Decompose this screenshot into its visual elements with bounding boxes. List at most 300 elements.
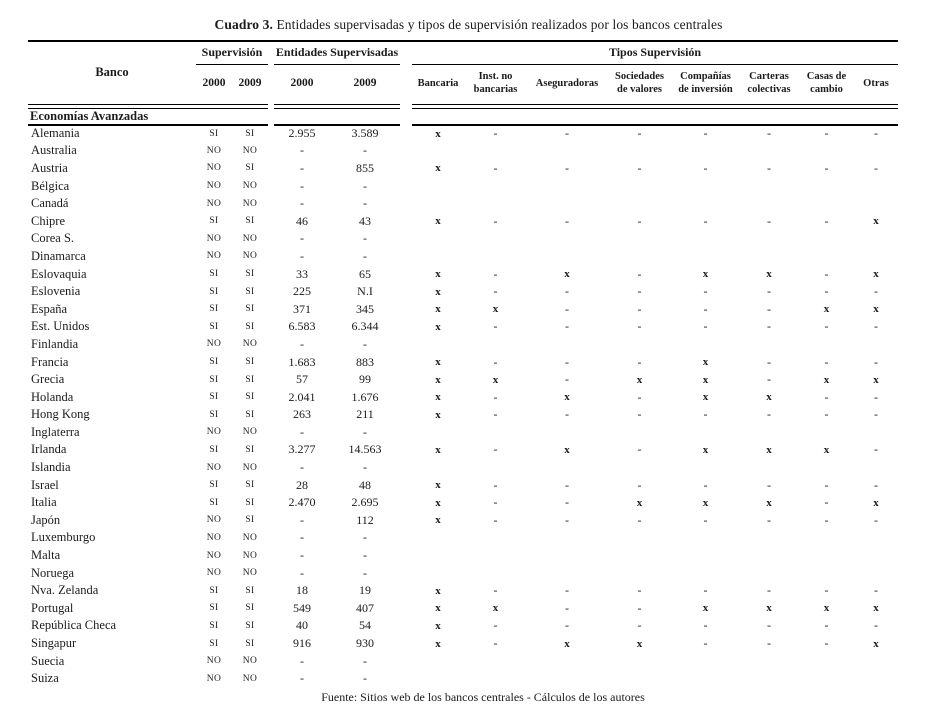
cell-tipo-inst-no-bancarias	[464, 652, 527, 670]
cell-supervision-2000: NO	[206, 181, 222, 192]
cell-tipo-aseguradoras: -	[565, 126, 569, 141]
cell-tipo-companias-de-inversion: -	[703, 213, 708, 228]
cell-tipo-companias-de-inversion	[672, 177, 739, 195]
cell-entities-2009: 1.676	[351, 389, 379, 404]
cell-supervision-2000: NO	[206, 163, 222, 174]
cell-tipo-aseguradoras	[527, 564, 607, 582]
cell-tipo-companias-de-inversion: x	[702, 496, 709, 509]
cell-tipo-inst-no-bancarias: -	[493, 354, 498, 369]
cell-tipo-otras: x	[873, 373, 879, 386]
cell-tipo-carteras-colectivas: x	[766, 268, 772, 281]
cell-entities-2000: -	[300, 460, 304, 475]
cell-tipo-inst-no-bancarias: -	[493, 495, 498, 510]
cell-tipo-aseguradoras: -	[565, 477, 569, 492]
cell-tipo-bancaria: x	[435, 215, 441, 228]
cell-tipo-carteras-colectivas: -	[767, 372, 771, 387]
cell-supervision-2000: NO	[206, 251, 222, 262]
table-row	[28, 125, 898, 143]
cell-tipo-aseguradoras: -	[565, 407, 569, 422]
cell-entities-2009: N.I	[357, 284, 373, 299]
cell-entities-2009: 54	[359, 618, 371, 633]
cell-supervision-2009: SI	[245, 374, 255, 385]
cell-tipo-bancaria: x	[435, 303, 441, 316]
cell-tipo-otras	[854, 424, 898, 442]
cell-supervision-2009: SI	[245, 269, 255, 280]
cell-supervision-2000: SI	[209, 603, 219, 614]
cell-supervision-2009: SI	[245, 128, 255, 139]
cell-entities-2000: -	[300, 196, 304, 211]
cell-bank-name: Malta	[31, 548, 61, 563]
cell-tipo-casas-de-cambio: x	[823, 602, 830, 615]
table-row	[28, 248, 898, 266]
cell-tipo-casas-de-cambio: x	[823, 443, 830, 456]
cell-tipo-aseguradoras: -	[565, 160, 569, 175]
table-row	[28, 476, 898, 494]
cell-supervision-2009: NO	[242, 198, 258, 209]
cell-supervision-2000: SI	[209, 304, 219, 315]
table-row	[28, 353, 898, 371]
cell-bank-name: Austria	[31, 160, 68, 175]
cell-tipo-aseguradoras: -	[565, 583, 569, 598]
column-header-inst-no-bancarias: Inst. no bancarias	[473, 71, 518, 95]
cell-supervision-2009: SI	[245, 392, 255, 403]
cell-entities-2009: 3.589	[351, 126, 379, 141]
cell-tipo-carteras-colectivas: -	[767, 477, 771, 492]
cell-tipo-inst-no-bancarias: -	[493, 160, 498, 175]
cell-entities-2000: 549	[293, 600, 311, 615]
cell-tipo-bancaria	[412, 424, 464, 442]
cell-supervision-2009: SI	[245, 409, 255, 420]
cell-tipo-casas-de-cambio: -	[824, 583, 829, 598]
section-header-economias-avanzadas: Economías Avanzadas	[28, 108, 268, 125]
cell-tipo-aseguradoras	[527, 670, 607, 688]
cell-tipo-inst-no-bancarias: -	[493, 319, 498, 334]
column-gap	[400, 406, 412, 424]
cell-entities-2000: -	[300, 548, 304, 563]
table-title-text: Entidades supervisadas y tipos de supervisión realizados por los bancos centrales	[272, 17, 723, 32]
cell-bank-name: Finlandia	[31, 336, 79, 351]
cell-tipo-casas-de-cambio: -	[824, 477, 829, 492]
cell-tipo-bancaria: x	[435, 162, 441, 175]
cell-tipo-casas-de-cambio: -	[824, 126, 829, 141]
cell-supervision-2009: SI	[245, 638, 255, 649]
cell-tipo-sociedades-de-valores: -	[637, 600, 642, 615]
cell-bank-name: Luxemburgo	[31, 530, 96, 545]
cell-tipo-aseguradoras	[527, 248, 607, 266]
cell-bank-name: Irlanda	[31, 442, 67, 457]
cell-supervision-2000: SI	[209, 216, 219, 227]
cell-tipo-casas-de-cambio: -	[824, 354, 829, 369]
column-gap	[400, 41, 412, 64]
column-gap	[400, 160, 412, 178]
column-gap	[400, 265, 412, 283]
table-row	[28, 230, 898, 248]
column-gap	[400, 459, 412, 477]
cell-bank-name: España	[31, 301, 68, 316]
column-header-sociedades-de-valores: Sociedades de valores	[614, 71, 664, 95]
table-row	[28, 512, 898, 530]
cell-tipo-casas-de-cambio: -	[824, 284, 829, 299]
column-gap	[400, 388, 412, 406]
cell-tipo-sociedades-de-valores	[607, 670, 672, 688]
cell-tipo-sociedades-de-valores	[607, 529, 672, 547]
cell-entities-2009: -	[363, 530, 367, 545]
cell-tipo-otras	[854, 248, 898, 266]
cell-tipo-aseguradoras: -	[565, 512, 569, 527]
cell-tipo-bancaria: x	[435, 320, 441, 333]
cell-entities-2000: 225	[293, 284, 311, 299]
cell-tipo-bancaria: x	[435, 443, 441, 456]
cell-tipo-sociedades-de-valores: -	[637, 284, 642, 299]
table-row	[28, 635, 898, 653]
cell-supervision-2009: SI	[245, 163, 255, 174]
cell-tipo-otras: -	[874, 583, 879, 598]
cell-bank-name: Australia	[31, 143, 77, 158]
cell-entities-2009: -	[363, 143, 367, 158]
cell-tipo-carteras-colectivas: -	[767, 583, 771, 598]
cell-tipo-bancaria	[412, 459, 464, 477]
table-row	[28, 177, 898, 195]
cell-supervision-2009: SI	[245, 216, 255, 227]
cell-tipo-sociedades-de-valores	[607, 177, 672, 195]
cell-bank-name: República Checa	[31, 618, 117, 633]
cell-entities-2009: -	[363, 248, 367, 263]
table-row	[28, 265, 898, 283]
cell-entities-2000: 2.470	[288, 495, 316, 510]
cell-tipo-sociedades-de-valores: -	[637, 354, 642, 369]
supervision-table	[28, 40, 898, 688]
cell-bank-name: Eslovenia	[31, 284, 81, 299]
cell-tipo-aseguradoras: x	[564, 443, 570, 456]
column-gap	[400, 564, 412, 582]
cell-tipo-sociedades-de-valores	[607, 142, 672, 160]
cell-tipo-aseguradoras	[527, 652, 607, 670]
cell-supervision-2009: NO	[242, 550, 258, 561]
cell-tipo-companias-de-inversion: -	[703, 319, 708, 334]
section-row	[28, 108, 898, 125]
cell-supervision-2009: SI	[245, 497, 255, 508]
column-header-entities-2009: 2009	[353, 77, 377, 90]
cell-tipo-inst-no-bancarias: -	[493, 284, 498, 299]
cell-supervision-2000: NO	[206, 673, 222, 684]
cell-entities-2009: 19	[359, 583, 371, 598]
cell-bank-name: Alemania	[31, 126, 80, 141]
cell-supervision-2000: NO	[206, 233, 222, 244]
column-gap	[400, 353, 412, 371]
cell-entities-2009: 14.563	[348, 442, 382, 457]
cell-tipo-sociedades-de-valores: -	[637, 160, 642, 175]
cell-tipo-otras: -	[874, 442, 879, 457]
column-gap	[400, 670, 412, 688]
table-row	[28, 600, 898, 618]
cell-tipo-carteras-colectivas: -	[767, 126, 771, 141]
cell-tipo-otras: -	[874, 407, 879, 422]
cell-entities-2000: -	[300, 512, 304, 527]
cell-supervision-2009: SI	[245, 480, 255, 491]
cell-tipo-otras	[854, 547, 898, 565]
table-title	[0, 17, 937, 33]
table-row	[28, 424, 898, 442]
cell-tipo-companias-de-inversion	[672, 459, 739, 477]
cell-tipo-carteras-colectivas: -	[767, 354, 771, 369]
cell-tipo-companias-de-inversion	[672, 248, 739, 266]
cell-supervision-2009: SI	[245, 585, 255, 596]
cell-bank-name: Eslovaquia	[31, 266, 87, 281]
cell-tipo-inst-no-bancarias	[464, 424, 527, 442]
cell-entities-2000: -	[300, 336, 304, 351]
table-row	[28, 582, 898, 600]
cell-tipo-sociedades-de-valores: -	[637, 319, 642, 334]
cell-tipo-sociedades-de-valores: -	[637, 266, 642, 281]
cell-tipo-carteras-colectivas	[739, 670, 799, 688]
cell-supervision-2009: NO	[242, 462, 258, 473]
cell-entities-2009: -	[363, 565, 367, 580]
cell-tipo-bancaria: x	[435, 391, 441, 404]
cell-tipo-bancaria	[412, 336, 464, 354]
cell-tipo-sociedades-de-valores: -	[637, 389, 642, 404]
column-gap	[400, 336, 412, 354]
cell-tipo-otras: -	[874, 389, 879, 404]
cell-supervision-2000: SI	[209, 497, 219, 508]
column-gap	[400, 318, 412, 336]
cell-entities-2000: 33	[296, 266, 308, 281]
cell-tipo-aseguradoras: -	[565, 213, 569, 228]
cell-tipo-inst-no-bancarias: -	[493, 477, 498, 492]
table-row	[28, 441, 898, 459]
cell-tipo-bancaria: x	[435, 127, 441, 140]
cell-supervision-2000: SI	[209, 638, 219, 649]
cell-tipo-inst-no-bancarias	[464, 248, 527, 266]
column-gap	[400, 108, 412, 125]
table-row	[28, 494, 898, 512]
cell-bank-name: Japón	[31, 512, 61, 527]
cell-tipo-carteras-colectivas: -	[767, 284, 771, 299]
cell-supervision-2000: NO	[206, 550, 222, 561]
cell-entities-2009: -	[363, 460, 367, 475]
cell-tipo-carteras-colectivas	[739, 142, 799, 160]
table-row	[28, 336, 898, 354]
source-note: Fuente: Sitios web de los bancos centrales - Cálculos de los autores	[321, 689, 645, 704]
cell-tipo-bancaria	[412, 670, 464, 688]
cell-tipo-otras	[854, 177, 898, 195]
cell-tipo-aseguradoras	[527, 177, 607, 195]
cell-tipo-casas-de-cambio	[799, 142, 854, 160]
cell-supervision-2000: SI	[209, 374, 219, 385]
cell-tipo-aseguradoras	[527, 547, 607, 565]
cell-supervision-2009: NO	[242, 673, 258, 684]
cell-tipo-aseguradoras	[527, 459, 607, 477]
column-gap	[400, 283, 412, 301]
cell-tipo-inst-no-bancarias: -	[493, 389, 498, 404]
cell-tipo-otras: x	[873, 637, 879, 650]
cell-tipo-aseguradoras	[527, 195, 607, 213]
cell-tipo-inst-no-bancarias	[464, 336, 527, 354]
cell-tipo-bancaria	[412, 195, 464, 213]
column-gap	[400, 652, 412, 670]
cell-supervision-2000: SI	[209, 409, 219, 420]
cell-tipo-sociedades-de-valores: -	[637, 442, 642, 457]
column-header-otras: Otras	[863, 77, 889, 89]
cell-supervision-2009: NO	[242, 233, 258, 244]
cell-tipo-inst-no-bancarias	[464, 529, 527, 547]
cell-supervision-2000: NO	[206, 339, 222, 350]
cell-entities-2000: 18	[296, 583, 308, 598]
cell-tipo-casas-de-cambio	[799, 529, 854, 547]
cell-bank-name: Grecia	[31, 372, 65, 387]
cell-tipo-carteras-colectivas: -	[767, 160, 771, 175]
cell-tipo-inst-no-bancarias	[464, 670, 527, 688]
cell-bank-name: Bélgica	[31, 178, 70, 193]
cell-tipo-casas-de-cambio	[799, 177, 854, 195]
cell-tipo-bancaria: x	[435, 285, 441, 298]
column-gap	[400, 195, 412, 213]
table-row	[28, 371, 898, 389]
cell-entities-2000: 3.277	[288, 442, 316, 457]
cell-entities-2000: -	[300, 671, 304, 686]
cell-entities-2009: -	[363, 548, 367, 563]
group-header-supervision: Supervisión	[196, 41, 268, 64]
column-header-aseguradoras: Aseguradoras	[535, 77, 599, 89]
cell-tipo-casas-de-cambio: x	[823, 303, 830, 316]
cell-tipo-sociedades-de-valores: -	[637, 301, 642, 316]
cell-entities-2000: 2.041	[288, 389, 316, 404]
cell-bank-name: Israel	[31, 477, 59, 492]
column-gap	[400, 371, 412, 389]
cell-tipo-carteras-colectivas: x	[766, 391, 772, 404]
cell-bank-name: Holanda	[31, 389, 74, 404]
cell-entities-2009: 407	[356, 600, 374, 615]
cell-tipo-inst-no-bancarias: -	[493, 126, 498, 141]
column-gap	[400, 441, 412, 459]
cell-supervision-2009: SI	[245, 515, 255, 526]
cell-tipo-casas-de-cambio	[799, 336, 854, 354]
cell-tipo-carteras-colectivas	[739, 652, 799, 670]
cell-tipo-companias-de-inversion: -	[703, 126, 708, 141]
column-gap	[400, 424, 412, 442]
cell-bank-name: Noruega	[31, 565, 75, 580]
cell-bank-name: Suiza	[31, 671, 59, 686]
cell-supervision-2000: SI	[209, 128, 219, 139]
cell-entities-2000: -	[300, 565, 304, 580]
cell-tipo-casas-de-cambio	[799, 248, 854, 266]
cell-tipo-aseguradoras: -	[565, 319, 569, 334]
cell-supervision-2000: SI	[209, 269, 219, 280]
cell-tipo-companias-de-inversion	[672, 142, 739, 160]
cell-entities-2000: -	[300, 178, 304, 193]
cell-bank-name: Hong Kong	[31, 407, 90, 422]
cell-tipo-sociedades-de-valores	[607, 230, 672, 248]
cell-tipo-casas-de-cambio: -	[824, 213, 829, 228]
cell-tipo-casas-de-cambio: -	[824, 407, 829, 422]
cell-tipo-casas-de-cambio: -	[824, 266, 829, 281]
cell-tipo-sociedades-de-valores: -	[637, 213, 642, 228]
cell-tipo-sociedades-de-valores: -	[637, 126, 642, 141]
cell-entities-2009: 112	[356, 512, 374, 527]
table-row	[28, 283, 898, 301]
cell-tipo-sociedades-de-valores	[607, 652, 672, 670]
column-gap	[400, 547, 412, 565]
column-gap	[400, 476, 412, 494]
cell-supervision-2000: SI	[209, 620, 219, 631]
cell-tipo-companias-de-inversion	[672, 230, 739, 248]
column-gap	[400, 494, 412, 512]
cell-tipo-casas-de-cambio: -	[824, 160, 829, 175]
cell-tipo-carteras-colectivas	[739, 177, 799, 195]
cell-supervision-2000: SI	[209, 286, 219, 297]
cell-tipo-bancaria: x	[435, 496, 441, 509]
cell-tipo-aseguradoras	[527, 336, 607, 354]
column-header-companias-de-inversion: Compañías de inversión	[678, 71, 733, 95]
cell-tipo-sociedades-de-valores	[607, 195, 672, 213]
cell-tipo-companias-de-inversion: -	[703, 583, 708, 598]
cell-tipo-companias-de-inversion: -	[703, 636, 708, 651]
cell-tipo-carteras-colectivas: -	[767, 319, 771, 334]
cell-supervision-2000: NO	[206, 532, 222, 543]
cell-tipo-casas-de-cambio	[799, 564, 854, 582]
cell-tipo-companias-de-inversion	[672, 336, 739, 354]
cell-bank-name: Italia	[31, 495, 57, 510]
cell-bank-name: Portugal	[31, 600, 74, 615]
cell-tipo-bancaria	[412, 529, 464, 547]
cell-supervision-2000: SI	[209, 480, 219, 491]
cell-tipo-inst-no-bancarias: -	[493, 618, 498, 633]
cell-tipo-aseguradoras: -	[565, 618, 569, 633]
cell-entities-2009: -	[363, 231, 367, 246]
cell-entities-2000: 46	[296, 213, 308, 228]
cell-tipo-bancaria	[412, 564, 464, 582]
column-gap	[400, 212, 412, 230]
cell-tipo-casas-de-cambio	[799, 652, 854, 670]
cell-entities-2009: -	[363, 671, 367, 686]
cell-entities-2000: -	[300, 143, 304, 158]
cell-supervision-2009: SI	[245, 620, 255, 631]
cell-tipo-companias-de-inversion: -	[703, 512, 708, 527]
cell-tipo-inst-no-bancarias: -	[493, 266, 498, 281]
cell-supervision-2009: SI	[245, 357, 255, 368]
cell-tipo-otras: -	[874, 319, 879, 334]
cell-tipo-companias-de-inversion: x	[702, 443, 709, 456]
cell-tipo-casas-de-cambio: -	[824, 495, 829, 510]
table-row	[28, 195, 898, 213]
cell-tipo-carteras-colectivas: x	[766, 602, 772, 615]
cell-bank-name: Singapur	[31, 636, 77, 651]
cell-supervision-2009: NO	[242, 568, 258, 579]
cell-entities-2009: 65	[359, 266, 371, 281]
cell-tipo-bancaria	[412, 248, 464, 266]
cell-tipo-otras: -	[874, 512, 879, 527]
cell-tipo-otras	[854, 195, 898, 213]
table-row	[28, 142, 898, 160]
cell-tipo-carteras-colectivas	[739, 459, 799, 477]
cell-tipo-otras	[854, 459, 898, 477]
cell-tipo-bancaria	[412, 547, 464, 565]
cell-tipo-inst-no-bancarias: x	[492, 303, 499, 316]
cell-supervision-2009: SI	[245, 321, 255, 332]
column-gap	[400, 248, 412, 266]
table-row	[28, 529, 898, 547]
column-gap	[400, 177, 412, 195]
cell-tipo-otras: -	[874, 618, 879, 633]
cell-tipo-carteras-colectivas: -	[767, 636, 771, 651]
cell-tipo-bancaria: x	[435, 637, 441, 650]
cell-tipo-inst-no-bancarias: -	[493, 407, 498, 422]
cell-tipo-carteras-colectivas	[739, 564, 799, 582]
column-gap	[400, 125, 412, 143]
cell-tipo-sociedades-de-valores: x	[636, 496, 643, 509]
cell-entities-2000: 1.683	[288, 354, 316, 369]
cell-supervision-2009: SI	[245, 603, 255, 614]
cell-bank-name: Canadá	[31, 196, 69, 211]
